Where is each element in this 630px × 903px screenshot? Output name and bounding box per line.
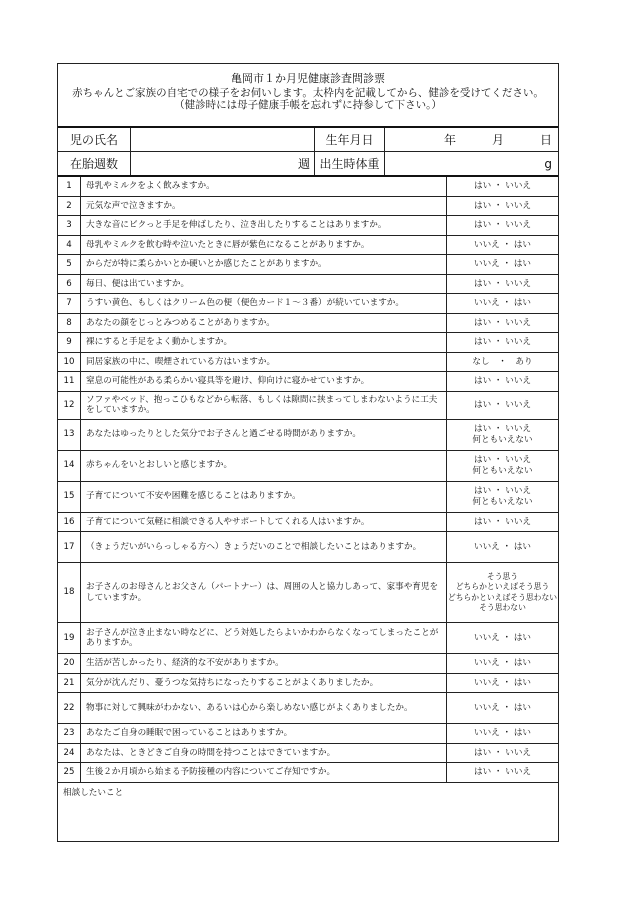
answer-options[interactable] <box>447 255 558 274</box>
question-number: 9 <box>58 333 81 352</box>
question-row <box>58 513 558 533</box>
question-row <box>58 314 558 334</box>
question-text: 窒息の可能性がある柔らかい寝具等を避け、仰向けに寝かせていますか。 <box>81 372 447 391</box>
answer-option[interactable]: はい ・ いいえ <box>473 455 532 465</box>
question-text: あなたは、ときどきご自身の時間を持つことはできていますか。 <box>81 744 447 763</box>
answer-option[interactable]: はい ・ いいえ <box>473 399 532 410</box>
answer-option[interactable]: いいえ ・ はい <box>473 632 532 643</box>
week-unit: 週 <box>297 157 310 171</box>
answer-option[interactable]: はい ・ いいえ <box>473 200 532 211</box>
form-header <box>58 64 558 126</box>
answer-options[interactable] <box>447 314 558 333</box>
answer-options[interactable] <box>447 392 558 419</box>
question-number: 11 <box>58 372 81 391</box>
question-number: 24 <box>58 744 81 763</box>
question-number: 13 <box>58 420 81 450</box>
question-text: ソファやベッド、抱っこひもなどから転落、もしくは隙間に挟まってしまわないように工夫をしていますか。 <box>81 392 447 419</box>
question-row <box>58 372 558 392</box>
gestation-field[interactable] <box>130 152 314 175</box>
question-row <box>58 563 558 623</box>
question-number: 7 <box>58 294 81 313</box>
question-text: 生後２か月頃から始まる予防接種の内容についてご存知ですか。 <box>81 763 447 782</box>
answer-option[interactable]: なし ・ あり <box>472 356 533 367</box>
question-text: 同居家族の中に、喫煙されている方はいますか。 <box>81 353 447 372</box>
answer-options[interactable] <box>447 623 558 653</box>
question-number: 10 <box>58 353 81 372</box>
question-row <box>58 294 558 314</box>
birthweight-field[interactable] <box>384 152 558 175</box>
answer-options[interactable] <box>447 275 558 294</box>
question-text: 子育てについて気軽に相談できる人やサポートしてくれる人はいますか。 <box>81 513 447 532</box>
answer-options[interactable] <box>447 654 558 673</box>
answer-options[interactable] <box>447 372 558 391</box>
name-label: 児の氏名 <box>69 133 118 147</box>
answer-option[interactable]: はい ・ いいえ <box>473 337 532 347</box>
question-row <box>58 744 558 764</box>
question-number: 8 <box>58 314 81 333</box>
answer-options[interactable] <box>447 763 558 782</box>
answer-option[interactable]: はい ・ いいえ <box>473 376 532 386</box>
question-number: 12 <box>58 392 81 419</box>
question-text: 母乳やミルクをよく飲みますか。 <box>81 177 447 196</box>
answer-option[interactable]: いいえ ・ はい <box>473 541 532 552</box>
answer-option[interactable]: はい ・ いいえ <box>473 424 532 434</box>
question-row <box>58 353 558 373</box>
question-text: お子さんのお母さんとお父さん（パートナー）は、周囲の人と協力しあって、家事や育児をしていますか。 <box>81 563 447 622</box>
question-text: 裸にすると手足をよく動かしますか。 <box>81 333 447 352</box>
question-row <box>58 216 558 236</box>
question-text: 物事に対して興味がわかない、あるいは心から楽しめない感じがよくありましたか。 <box>81 693 447 723</box>
question-text: あなたはゆったりとした気分でお子さんと過ごせる時間がありますか。 <box>81 420 447 450</box>
answer-options[interactable] <box>447 674 558 693</box>
answer-option[interactable]: 何ともいえない <box>472 465 533 476</box>
answer-options[interactable] <box>447 693 558 723</box>
question-number: 22 <box>58 693 81 723</box>
question-text: あなたの顔をじっとみつめることがありますか。 <box>81 314 447 333</box>
birthweight-label: 出生時体重 <box>314 152 384 175</box>
question-row <box>58 177 558 197</box>
day-unit: 日 <box>539 133 552 147</box>
answer-option[interactable]: はい ・ いいえ <box>473 767 532 777</box>
answer-options[interactable] <box>447 216 558 235</box>
child-info-section <box>58 126 558 177</box>
question-text: 大きな音にビクっと手足を伸ばしたり、泣き出したりすることはありますか。 <box>81 216 447 235</box>
name-field[interactable] <box>130 128 314 151</box>
answer-options[interactable] <box>447 451 558 481</box>
form-note: （健診時には母子健康手帳を忘れずに持参して下さい。） <box>174 99 442 111</box>
answer-option[interactable]: はい ・ いいえ <box>473 486 532 496</box>
question-text: 気分が沈んだり、憂うつな気持ちになったりすることがよくありましたか。 <box>81 674 447 693</box>
question-number: 16 <box>58 513 81 532</box>
question-text: あなたご自身の睡眠で困っていることはありますか。 <box>81 724 447 743</box>
question-text: 毎日、便は出ていますか。 <box>81 275 447 294</box>
answer-options[interactable] <box>447 294 558 313</box>
form-intro: 赤ちゃんとご家族の自宅での様子をお伺いします。太枠内を記載してから、健診を受けてください。 <box>72 87 544 99</box>
question-text: 母乳やミルクを飲む時や泣いたときに唇が紫色になることがありますか。 <box>81 236 447 255</box>
info-row-gestation <box>58 151 558 175</box>
answer-option[interactable]: はい ・ いいえ <box>473 220 532 230</box>
question-row <box>58 623 558 654</box>
answer-option[interactable]: いいえ ・ はい <box>473 728 532 738</box>
question-text: うすい黄色、もしくはクリーム色の便（便色カード１～３番）が続いていますか。 <box>81 294 447 313</box>
question-row <box>58 392 558 420</box>
question-number: 18 <box>58 563 81 622</box>
answer-option[interactable]: 何ともいえない <box>472 434 533 445</box>
question-row <box>58 674 558 694</box>
question-row <box>58 532 558 563</box>
answer-option[interactable]: いいえ ・ はい <box>473 239 532 250</box>
questionnaire-form <box>57 63 559 842</box>
answer-options[interactable] <box>447 563 558 622</box>
answer-option[interactable]: はい ・ いいえ <box>473 278 532 289</box>
question-text: 元気な声で泣きますか。 <box>81 197 447 216</box>
answer-options[interactable] <box>447 724 558 743</box>
answer-option[interactable]: はい ・ いいえ <box>473 747 532 758</box>
answer-option[interactable]: どちらかといえばそう思わない <box>447 592 558 602</box>
answer-option[interactable]: 何ともいえない <box>472 496 533 507</box>
question-text: 赤ちゃんをいとおしいと感じますか。 <box>81 451 447 481</box>
answer-options[interactable] <box>447 353 558 372</box>
consult-area[interactable] <box>58 783 558 841</box>
question-number: 1 <box>58 177 81 196</box>
answer-option[interactable]: はい ・ いいえ <box>473 317 532 328</box>
question-number: 17 <box>58 532 81 562</box>
answer-option[interactable]: そう思う <box>486 571 519 581</box>
question-text: 生活が苦しかったり、経済的な不安がありますか。 <box>81 654 447 673</box>
question-row <box>58 333 558 353</box>
answer-option[interactable]: いいえ ・ はい <box>473 677 532 688</box>
answer-options[interactable] <box>447 532 558 562</box>
answer-option[interactable]: そう思わない <box>479 603 526 612</box>
question-number: 6 <box>58 275 81 294</box>
question-number: 4 <box>58 236 81 255</box>
question-row <box>58 197 558 217</box>
consult-label: 相談したいこと <box>63 787 124 798</box>
question-text: 子育てについて不安や困難を感じることはありますか。 <box>81 482 447 512</box>
year-unit: 年 <box>443 133 456 147</box>
question-row <box>58 275 558 295</box>
question-text: お子さんが泣き止まない時などに、どう対処したらよいかわからなくなってしまったことがありますか。 <box>81 623 447 653</box>
question-text: からだが特に柔らかいとか硬いとか感じたことがありますか。 <box>81 255 447 274</box>
question-number: 5 <box>58 255 81 274</box>
answer-option[interactable]: いいえ ・ はい <box>473 658 532 668</box>
answer-options[interactable] <box>447 177 558 196</box>
question-number: 19 <box>58 623 81 653</box>
question-row <box>58 693 558 724</box>
question-row <box>58 255 558 275</box>
question-row <box>58 654 558 674</box>
question-number: 2 <box>58 197 81 216</box>
answer-options[interactable] <box>447 236 558 255</box>
answer-options[interactable] <box>447 744 558 763</box>
question-number: 23 <box>58 724 81 743</box>
answer-option[interactable]: いいえ ・ はい <box>473 702 532 713</box>
birthdate-label: 生年月日 <box>314 128 384 151</box>
info-row-name <box>58 128 558 151</box>
question-number: 3 <box>58 216 81 235</box>
question-number: 25 <box>58 763 81 782</box>
question-table <box>58 177 558 783</box>
month-unit: 月 <box>491 133 504 147</box>
answer-option[interactable]: いいえ ・ はい <box>473 298 532 308</box>
question-row <box>58 482 558 513</box>
answer-option[interactable]: はい ・ いいえ <box>473 516 532 527</box>
question-row <box>58 420 558 451</box>
question-number: 20 <box>58 654 81 673</box>
answer-option[interactable]: はい ・ いいえ <box>473 181 532 191</box>
answer-options[interactable] <box>447 333 558 352</box>
birthdate-field[interactable] <box>384 128 558 151</box>
form-title: 亀岡市１か月児健康診査問診票 <box>231 72 385 85</box>
question-row <box>58 724 558 744</box>
gestation-label: 在胎週数 <box>69 157 118 171</box>
answer-options[interactable] <box>447 420 558 450</box>
answer-options[interactable] <box>447 197 558 216</box>
question-number: 21 <box>58 674 81 693</box>
question-row <box>58 763 558 783</box>
question-row <box>58 451 558 482</box>
gram-unit: g <box>544 156 552 171</box>
question-text: （きょうだいがいらっしゃる方へ）きょうだいのことで相談したいことはありますか。 <box>81 532 447 562</box>
answer-option[interactable]: どちらかといえばそう思う <box>455 582 550 591</box>
question-row <box>58 236 558 256</box>
answer-options[interactable] <box>447 513 558 532</box>
question-number: 14 <box>58 451 81 481</box>
question-number: 15 <box>58 482 81 512</box>
answer-options[interactable] <box>447 482 558 512</box>
answer-option[interactable]: いいえ ・ はい <box>473 259 532 269</box>
